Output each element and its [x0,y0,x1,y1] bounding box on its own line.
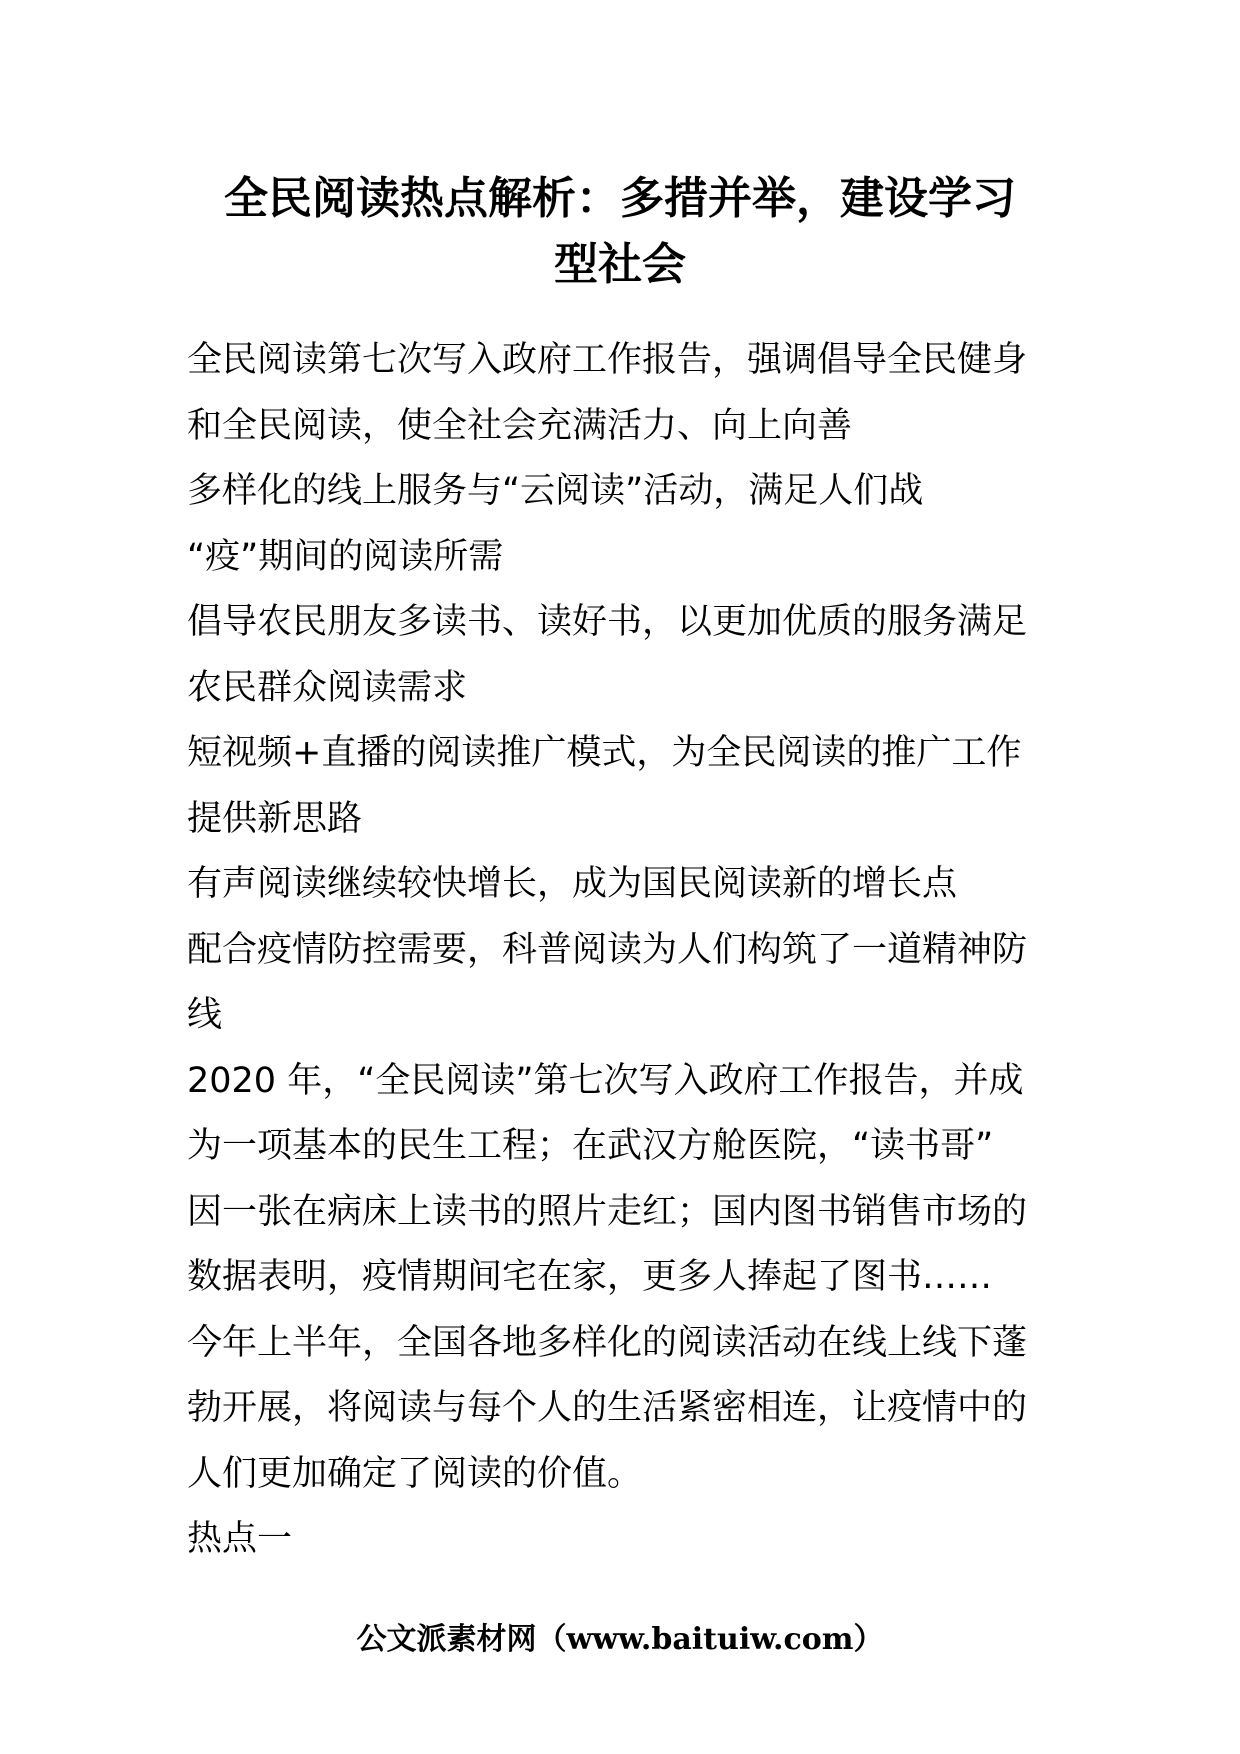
body-line: 人们更加确定了阅读的价值。 [187,1453,643,1494]
body-line: 勃开展，将阅读与每个人的生活紧密相连，让疫情中的 [187,1388,1028,1428]
body-line: 配合疫情防控需要，科普阅读为人们构筑了一道精神防 [187,929,1028,970]
body-line: 和全民阅读，使全社会充满活力、向上向善 [187,405,853,446]
body-line: “疫”期间的阅读所需 [187,536,504,577]
page-footer: 公文派素材网（www.baituiw.com） [356,1622,884,1657]
body-line: 提供新思路 [187,798,363,839]
body-line: 短视频+直播的阅读推广模式，为全民阅读的推广工作 [187,733,1022,773]
section-heading: 热点一 [187,1519,293,1559]
body-line: 倡导农民朋友多读书、读好书，以更加优质的服务满足 [187,602,1028,642]
body-line: 因一张在病床上读书的照片走红；国内图书销售市场的 [187,1191,1028,1232]
title-line: 全民阅读热点解析：多措并举，建设学习 [224,173,1016,224]
body-line: 数据表明，疫情期间宅在家，更多人捧起了图书…… [187,1257,993,1297]
body-line: 今年上半年，全国各地多样化的阅读活动在线上线下蓬 [187,1322,1028,1363]
body-line: 2020 年，“全民阅读”第七次写入政府工作报告，并成 [187,1060,1024,1101]
document-title [190,166,1050,298]
body-line: 农民群众阅读需求 [187,667,468,708]
body-line: 全民阅读第七次写入政府工作报告，强调倡导全民健身 [187,340,1028,380]
body-line: 有声阅读继续较快增长，成为国民阅读新的增长点 [187,864,958,904]
body-line: 线 [187,995,223,1035]
body-line: 为一项基本的民生工程；在武汉方舱医院，“读书哥” [187,1126,994,1166]
body-line: 多样化的线上服务与“云阅读”活动，满足人们战 [187,471,924,511]
title-line: 型社会 [554,239,686,290]
document-body [187,328,1057,1573]
